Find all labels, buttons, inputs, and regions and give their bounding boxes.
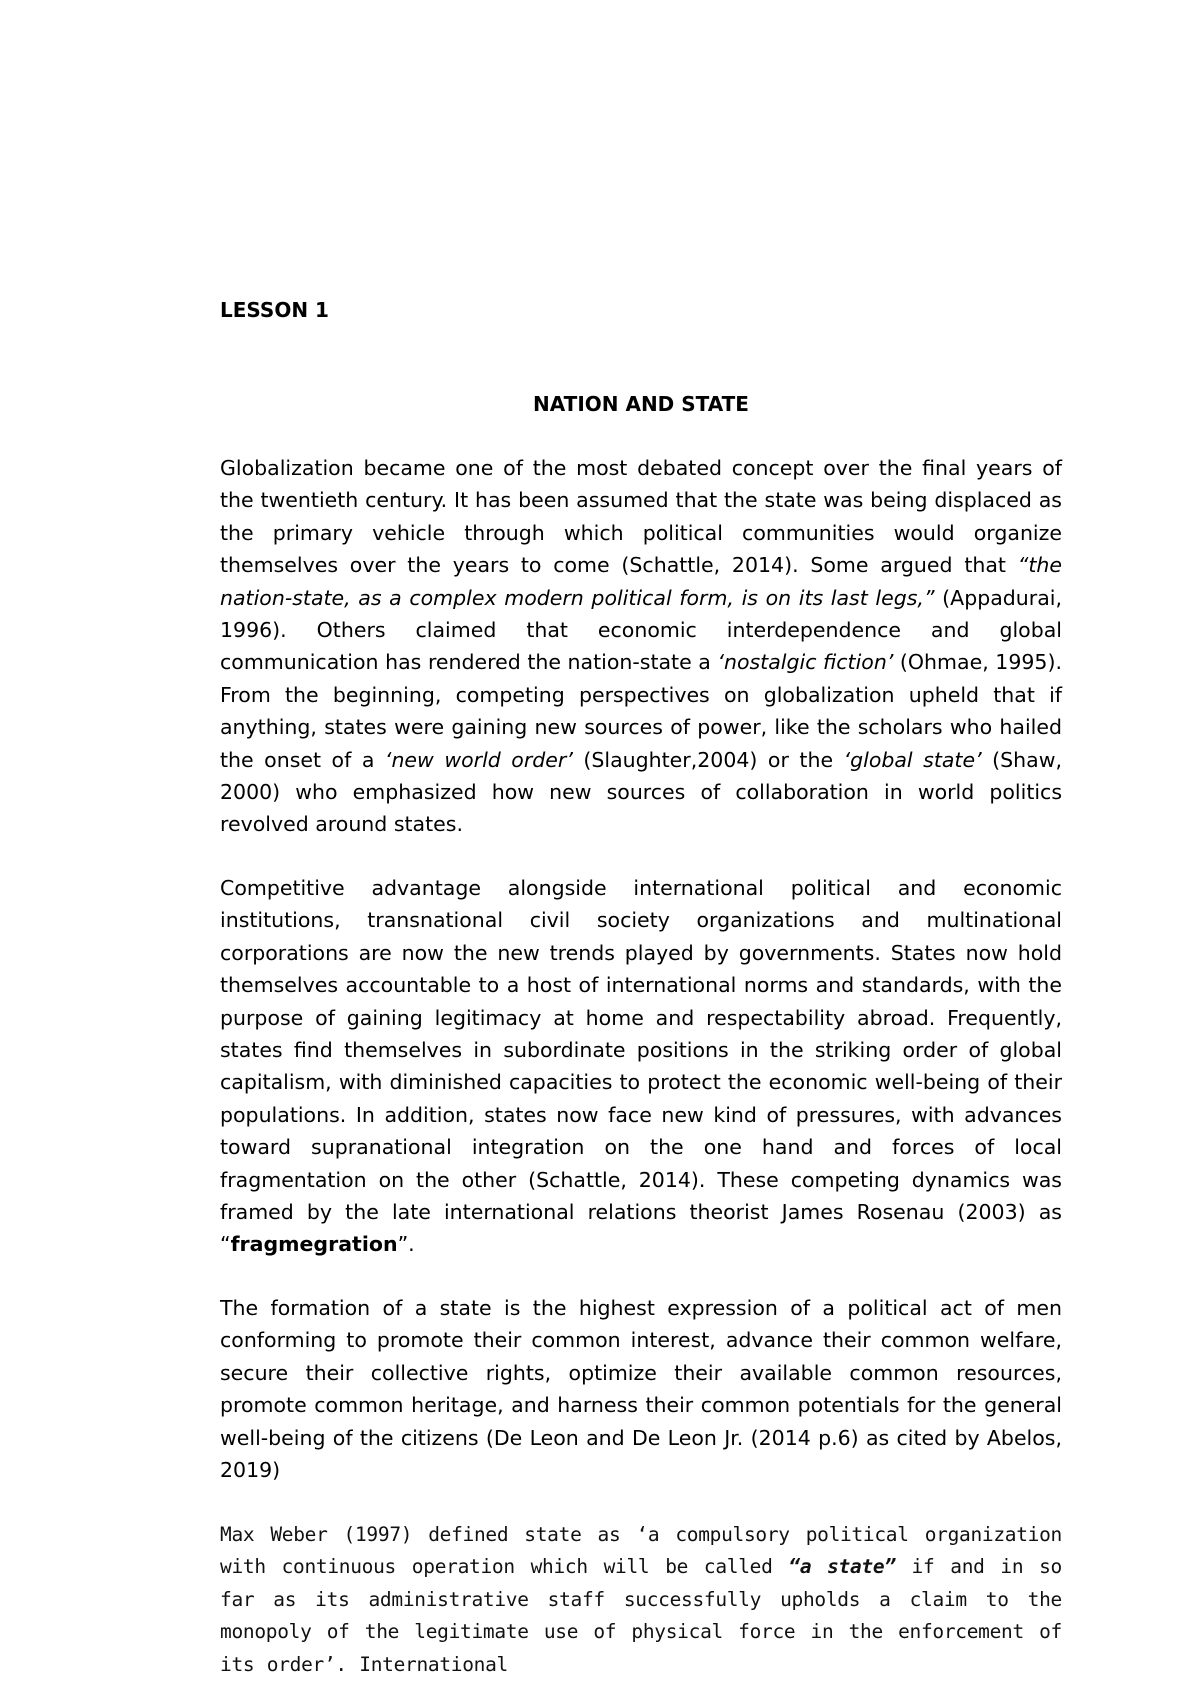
p1-quote-ohmae: ‘nostalgic fiction’ [717,650,894,675]
p1-quote-shaw: ‘global state’ [843,747,982,772]
paragraph-competitive-advantage [220,872,1062,1261]
p1-quote-slaughter: ‘new world order’ [384,747,573,772]
paragraph-max-weber [220,1519,1062,1681]
lesson-title: NATION AND STATE [533,392,749,416]
p2-text-2: ”. [397,1232,415,1257]
p1-text-3: (Ohmae, 1995). From the beginning, competing perspectives on globalization upheld that if anything, states were gaining new sources of power, like the scholars who hailed the onset of a [220,650,1062,772]
lesson-number: LESSON 1 [220,298,329,322]
p2-text-1: Competitive advantage alongside international political and economic institutions, transnational civil society organizations and multinational corporations are now the new trends played by governments. States now hold themselves accountable to a host of international norms and standards, with the purpose of gaining legitimacy at home and respectability abroad. Frequently, states find themselves in subordinate positions in the striking order of global capitalism, with diminished capacities to protect the economic well-being of their populations. In addition, states now face new kind of pressures, with advances toward supranational integration on the one hand and forces of local fragmentation on the other (Schattle, 2014). These competing dynamics was framed by the late international relations theorist James Rosenau (2003) as “ [220,876,1062,1257]
p4-text-1: Max Weber (1997) defined state as ‘a compulsory political organization with continuous operation which will be called [220,1523,1062,1579]
p4-text-2: if and in so far as its administrative staff successfully upholds a claim to the monopoly of the legitimate use of physical force in the enforcement of its order’. International [220,1555,1062,1676]
p1-text-1: Globalization became one of the most debated concept over the final years of the twentieth century. It has been assumed that the state was being displaced as the primary vehicle through which political communities would organize themselves over the years to come (Schattle, 2014). Some argued that [220,456,1062,578]
paragraph-globalization [220,452,1062,841]
p1-text-4: (Slaughter,2004) or the [572,747,844,772]
paragraph-state-formation: The formation of a state is the highest expression of a political act of men conforming to promote their common interest, advance their common welfare, secure their collective rights, optimize their available common resources, promote common heritage, and harness their common potentials for the general well-being of the citizens (De Leon and De Leon Jr. (2014 p.6) as cited by Abelos, 2019) [220,1296,1062,1483]
p1-text-5: (Shaw, 2000) who emphasized how new sources of collaboration in world politics revolved around states. [220,747,1062,837]
p4-term-a-state: “a state” [788,1555,896,1579]
p1-text-2: (Appadurai, 1996). Others claimed that economic interdependence and global communication has rendered the nation-state a [220,585,1062,675]
p1-quote-appadurai: “the nation-state, as a complex modern political form, is on its last legs,” [220,553,1062,610]
p2-term-fragmegration: fragmegration [230,1232,398,1257]
